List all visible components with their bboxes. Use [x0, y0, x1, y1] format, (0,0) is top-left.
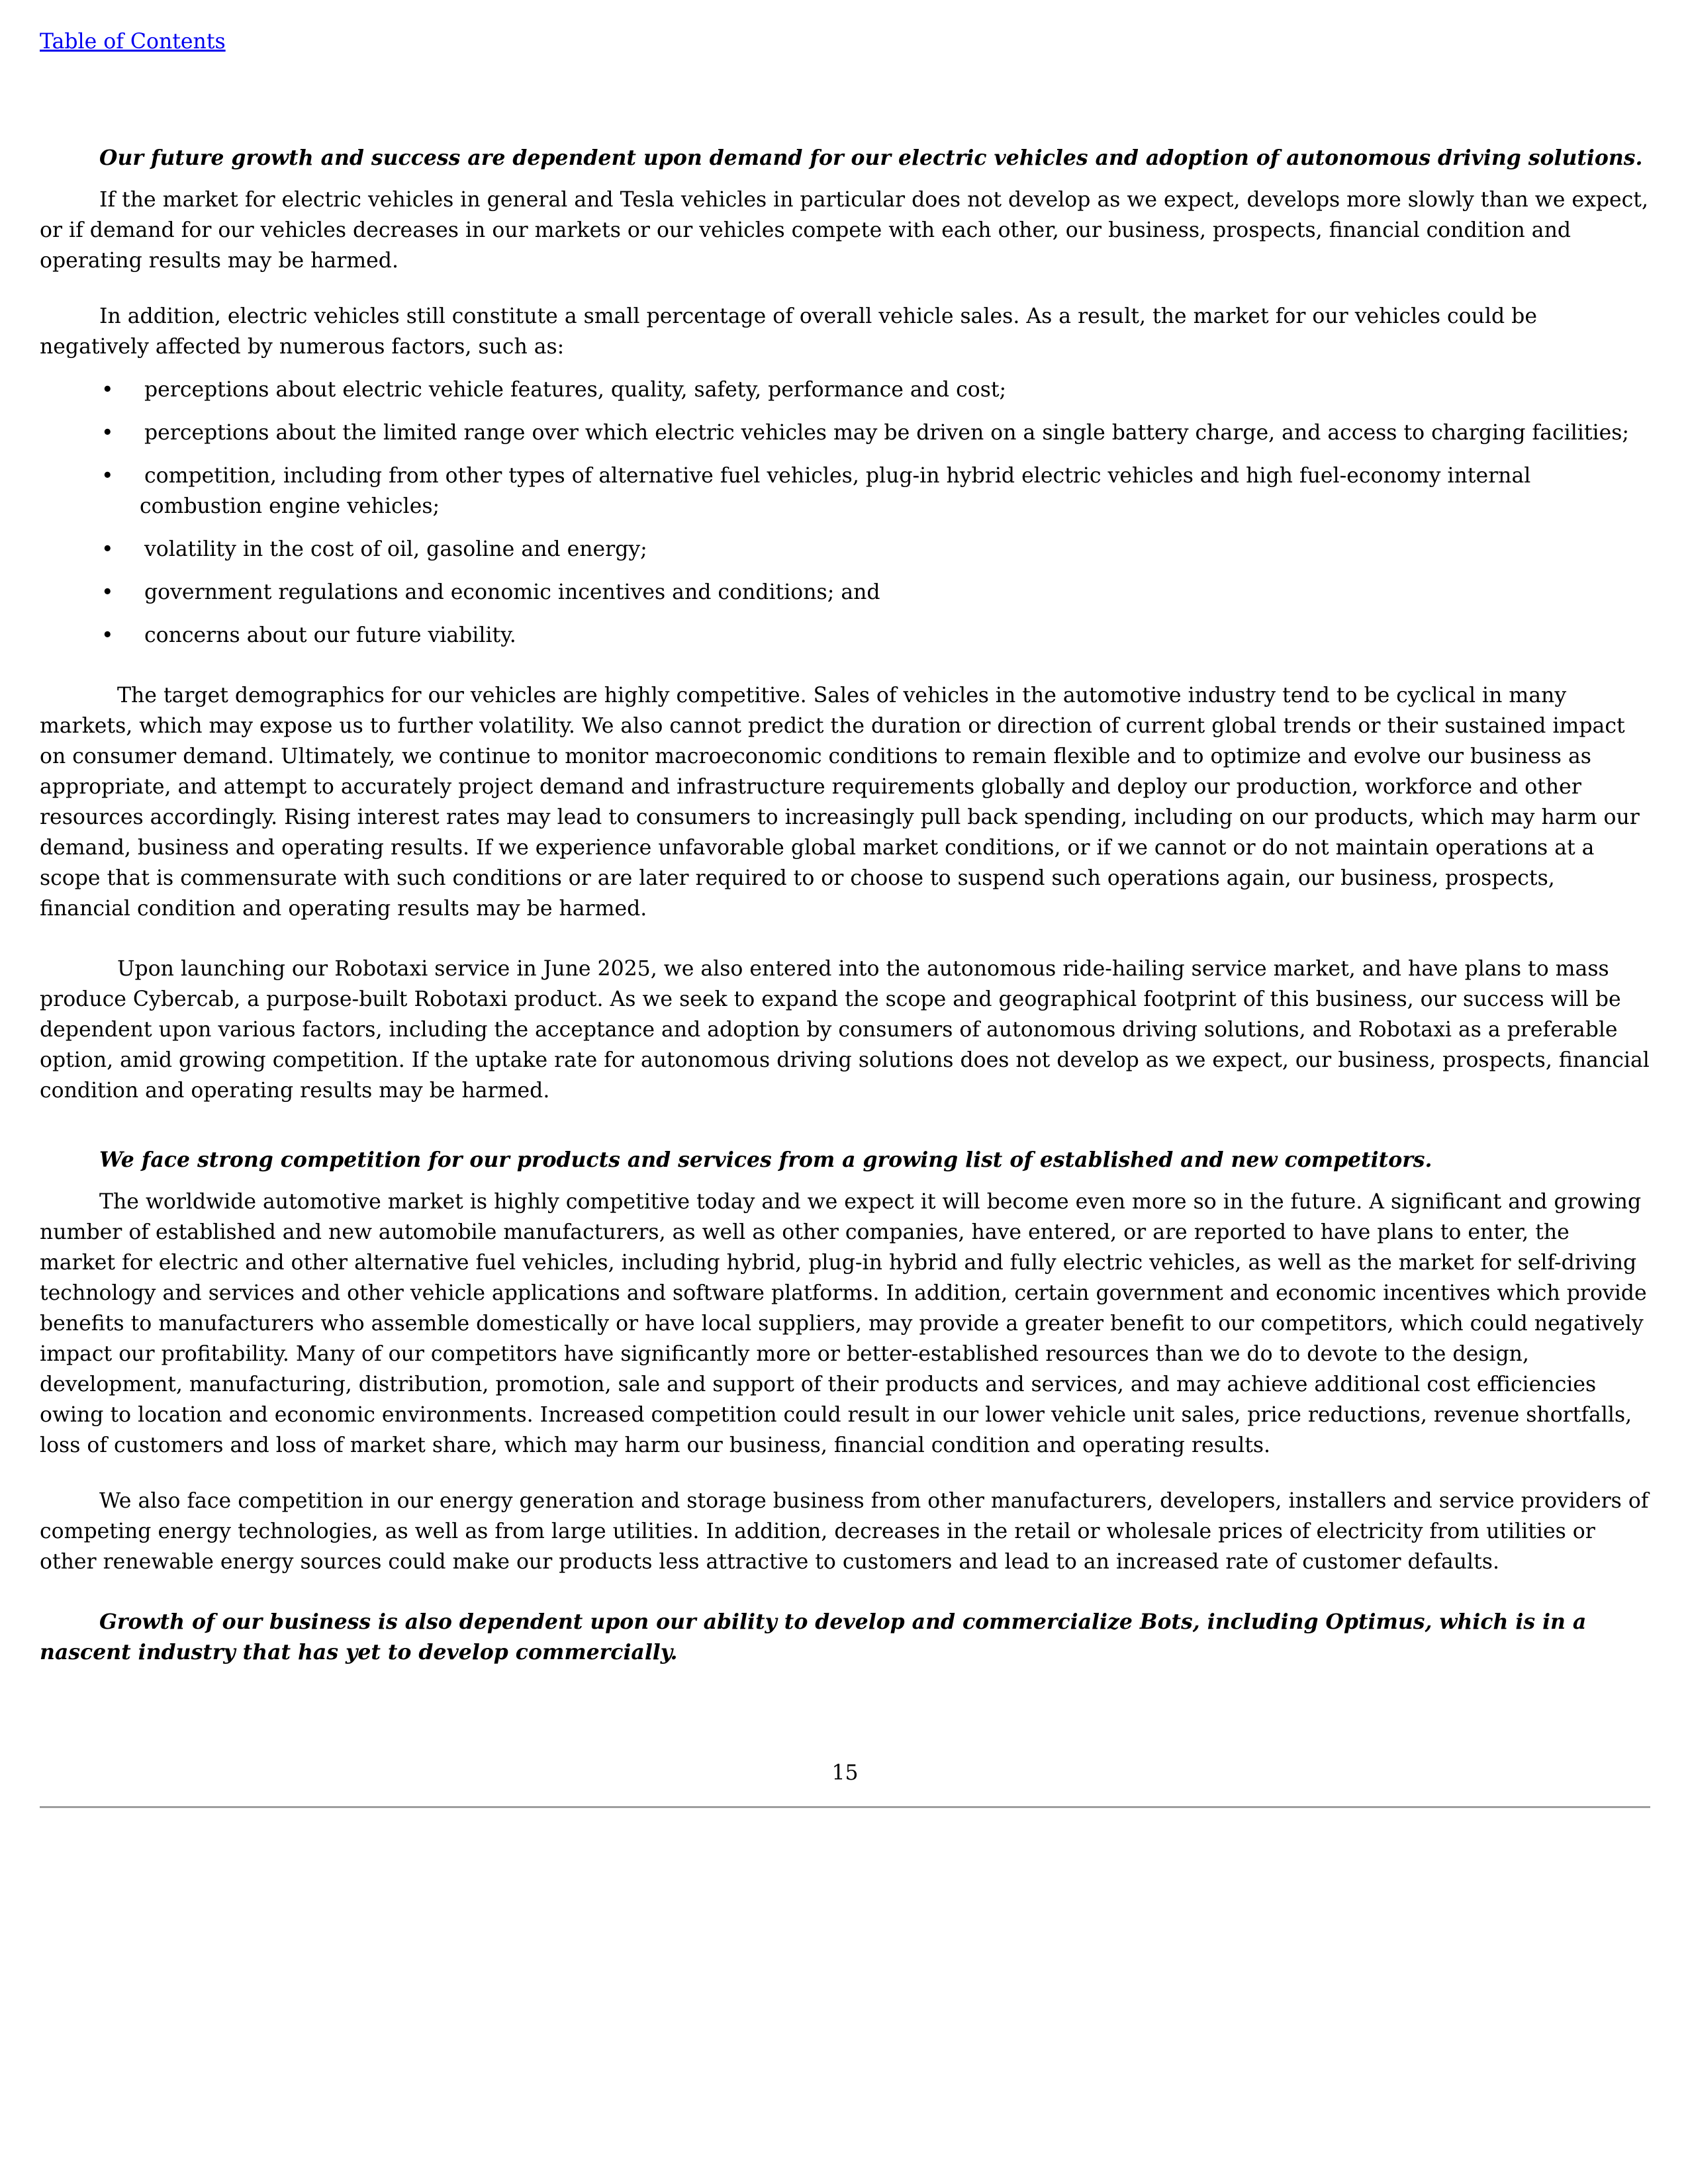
factor-list — [40, 375, 1650, 651]
list-item-text: perceptions about the limited range over which electric vehicles may be driven on a single battery charge, and access to charging facilities; — [144, 421, 1629, 445]
list-item — [40, 577, 1650, 608]
bullet-icon: • — [101, 537, 114, 561]
list-item-text: government regulations and economic incentives and conditions; and — [144, 580, 880, 604]
list-item — [40, 620, 1650, 651]
document-page — [40, 26, 1650, 1785]
list-item — [40, 375, 1650, 405]
list-item — [40, 534, 1650, 565]
bullet-icon: • — [101, 421, 114, 445]
paragraph-market-development: If the market for electric vehicles in general and Tesla vehicles in particular does not develop as we expect, develops more slowly than we expect, or if demand for our vehicles decreases in our markets or our vehicles compete with each other, our business, prospects, financial condition and operating results may be harmed. — [40, 188, 1648, 273]
list-item-text: perceptions about electric vehicle features, quality, safety, performance and cost; — [144, 378, 1007, 402]
paragraph-energy-competition: We also face competition in our energy generation and storage business from other manufacturers, developers, installers and service providers of competing energy technologies, as well as from large utilities. In addition, decreases in the retail or wholesale prices of electricity from utilities or other renewable energy sources could make our products less attractive to customers and lead to an increased rate of customer defaults. — [40, 1489, 1649, 1574]
page-number: 15 — [831, 1761, 859, 1785]
list-item-text: concerns about our future viability. — [144, 623, 516, 647]
bullet-icon: • — [101, 378, 114, 402]
list-item — [40, 418, 1650, 448]
section-heading-competition: We face strong competition for our products and services from a growing list of established and new competitors. — [99, 1148, 1432, 1172]
paragraph-robotaxi: Upon launching our Robotaxi service in June 2025, we also entered into the autonomous ride-hailing service market, and have plans to mass produce Cybercab, a purpose-built Robotaxi product. As we seek to expand the scope and geographical footprint of this business, our success will be dependent upon various factors, including the acceptance and adoption by consumers of autonomous driving solutions, and Robotaxi as a preferable option, amid growing competition. If the uptake rate for autonomous driving solutions does not develop as we expect, our business, prospects, financial condition and operating results may be harmed. — [40, 957, 1650, 1103]
list-item-text: volatility in the cost of oil, gasoline and energy; — [144, 537, 647, 561]
spacer — [40, 57, 1650, 143]
bullet-icon: • — [101, 580, 114, 604]
list-item — [40, 461, 1650, 522]
paragraph-automotive-competition: The worldwide automotive market is highly competitive today and we expect it will become even more so in the future. A significant and growing number of established and new automobile manufacturers, as well as other companies, have entered, or are reported to have plans to enter, the market for electric and other alternative fuel vehicles, including hybrid, plug-in hybrid and fully electric vehicles, as well as the market for self-driving technology and services and other vehicle applications and software platforms. In addition, certain government and economic incentives which provide benefits to manufacturers who assemble domestically or have local suppliers, may provide a greater benefit to our competitors, which could negatively impact our profitability. Many of our competitors have significantly more or better-established resources than we do to devote to the design, development, manufacturing, distribution, promotion, sale and support of their products and services, and may achieve additional cost efficiencies owing to location and economic environments. Increased competition could result in our lower vehicle unit sales, price reductions, revenue shortfalls, loss of customers and loss of market share, which may harm our business, financial condition and operating results. — [40, 1190, 1647, 1457]
paragraph-factors-intro: In addition, electric vehicles still constitute a small percentage of overall vehicle sales. As a result, the market for our vehicles could be negatively affected by numerous factors, such as: — [40, 304, 1537, 359]
section-heading-bots: Growth of our business is also dependent upon our ability to develop and commercialize Bots, including Optimus, which is in a nascent industry that has yet to develop commercially. — [40, 1610, 1587, 1664]
section-heading-demand: Our future growth and success are dependent upon demand for our electric vehicles and adoption of autonomous driving solutions. — [99, 146, 1643, 170]
bullet-icon: • — [101, 464, 114, 488]
list-item-text: competition, including from other types of alternative fuel vehicles, plug-in hybrid electric vehicles and high fuel-economy internal combustion engine vehicles; — [140, 464, 1531, 518]
table-of-contents-link[interactable]: Table of Contents — [40, 30, 226, 54]
paragraph-target-demographics: The target demographics for our vehicles are highly competitive. Sales of vehicles in the automotive industry tend to be cyclical in many markets, which may expose us to further volatility. We also cannot predict the duration or direction of current global trends or their sustained impact on consumer demand. Ultimately, we continue to monitor macroeconomic conditions to remain flexible and to optimize and evolve our business as appropriate, and attempt to accurately project demand and infrastructure requirements globally and deploy our production, workforce and other resources accordingly. Rising interest rates may lead to consumers to increasingly pull back spending, including on our products, which may harm our demand, business and operating results. If we experience unfavorable global market conditions, or if we cannot or do not maintain operations at a scope that is commensurate with such conditions or are later required to or choose to suspend such operations again, our business, prospects, financial condition and operating results may be harmed. — [40, 684, 1640, 921]
bullet-icon: • — [101, 623, 114, 647]
footer-divider — [40, 1806, 1650, 1808]
